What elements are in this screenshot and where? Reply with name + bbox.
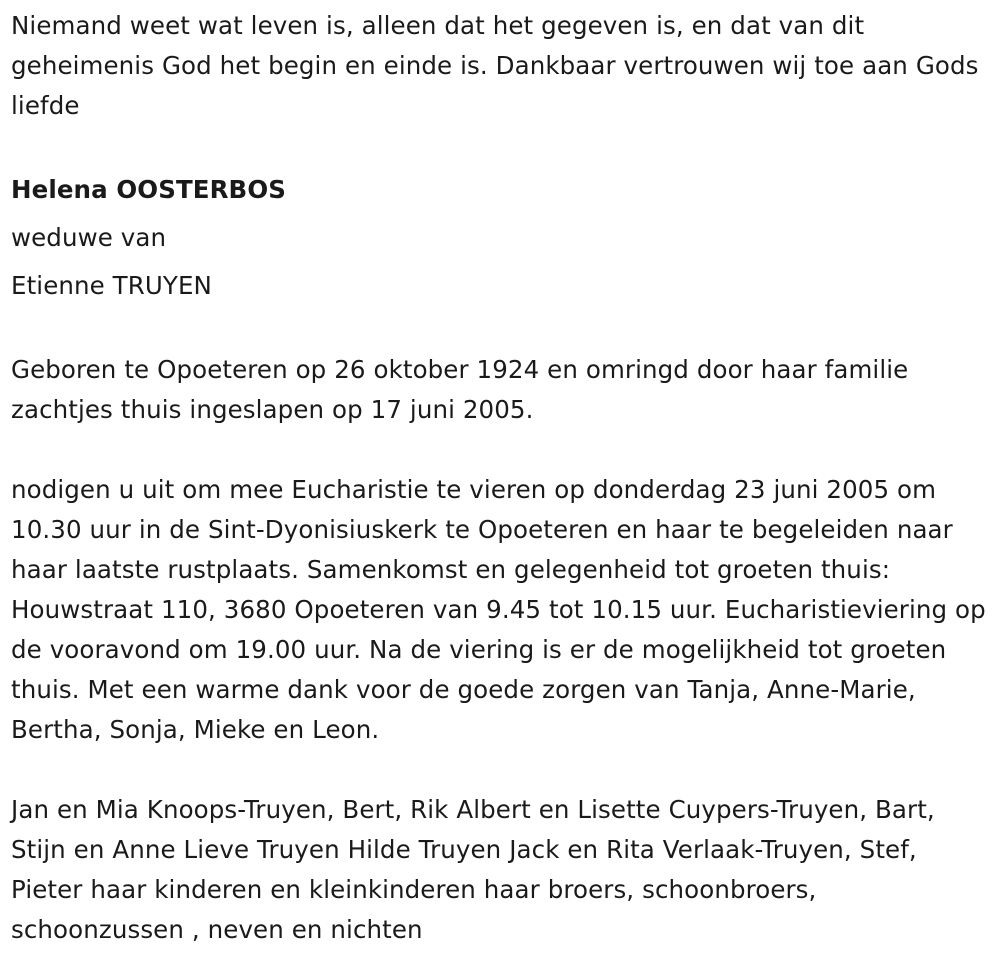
- spacer: [11, 750, 996, 790]
- death-notice: [11, 6, 996, 950]
- birth-death-text: Geboren te Opoeteren op 26 oktober 1924 en omringd door haar familie zachtjes thuis ingeslapen op 17 juni 2005.: [11, 355, 909, 424]
- spacer: [11, 310, 996, 350]
- spouse-name: Etienne TRUYEN: [11, 271, 212, 300]
- relation-text: weduwe van: [11, 223, 167, 252]
- family-text: Jan en Mia Knoops-Truyen, Bert, Rik Albert en Lisette Cuypers-Truyen, Bart, Stijn en Anne Lieve Truyen Hilde Truyen Jack en Rita Verlaak-Truyen, Stef, Pieter haar kinderen en kleinkinderen haar broers, schoonbroers, schoonzussen , neven en nichten: [11, 795, 935, 944]
- spacer: [11, 126, 996, 166]
- deceased-name: Helena OOSTERBOS: [11, 175, 286, 204]
- spacer: [11, 430, 996, 470]
- intro-text: Niemand weet wat leven is, alleen dat het gegeven is, en dat van dit geheimenis God het begin en einde is. Dankbaar vertrouwen wij toe aan Gods liefde: [11, 11, 979, 120]
- invitation-text: nodigen u uit om mee Eucharistie te vieren op donderdag 23 juni 2005 om 10.30 uur in de Sint-Dyonisiuskerk te Opoeteren en haar te begeleiden naar haar laatste rustplaats. Samenkomst en gelegenheid tot groeten thuis: Houwstraat 110, 3680 Opoeteren van 9.45 tot 10.15 uur. Eucharistieviering op de vooravond om 19.00 uur. Na de viering is er de mogelijkheid tot groeten thuis. Met een warme dank voor de goede zorgen van Tanja, Anne-Marie, Bertha, Sonja, Mieke en Leon.: [11, 475, 986, 744]
